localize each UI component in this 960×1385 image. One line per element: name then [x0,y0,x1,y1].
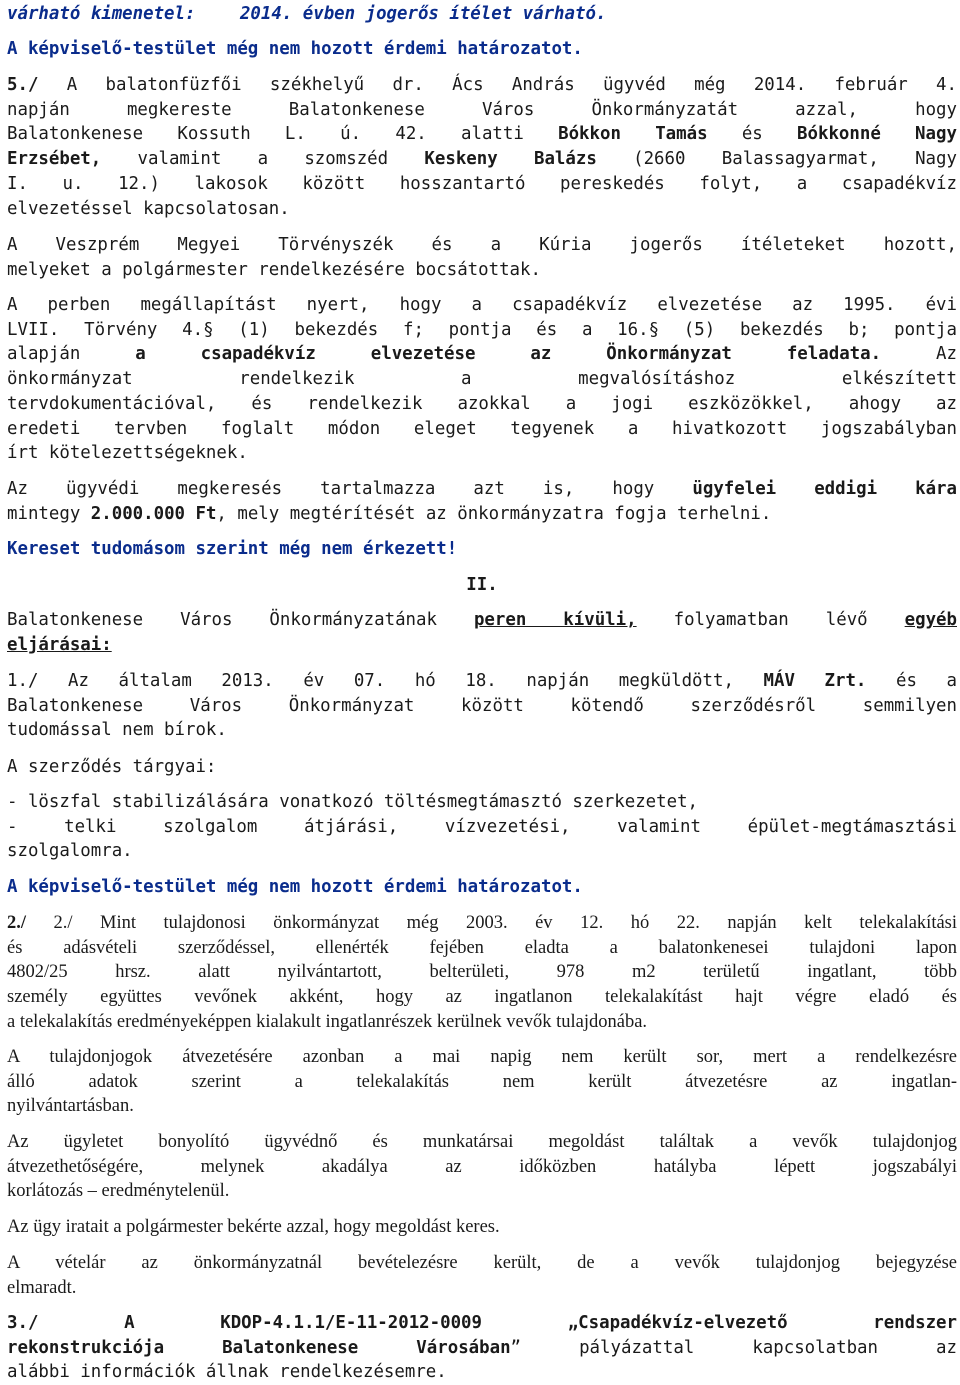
lawsuit-status: Kereset tudomásom szerint még nem érkezett! [7,539,458,559]
item-5-line: 5./ A balatonfüzfői székhelyű dr. Ács András ügyvéd még 2014. február 4. [7,75,957,95]
item-5-paragraph-4: Az ügyvédi megkeresés tartalmazza azt is, hogy ügyfelei eddigi kára mintegy 2.000.000 Ft, mely megtérítését az önkormányzatra fogja terhelni. [7,479,957,524]
expected-outcome [7,2,957,27]
item-5-line: I. u. 12.) lakosok között hosszantartó pereskedés folyt, a csapadékvíz [7,173,957,194]
expected-outcome-value: 2014. évben jogerős ítélet várható. [239,4,607,24]
section-heading: II. [466,575,498,595]
item-2-paragraph-5: A vételár az önkormányzatnál bevételezésre került, de a vevők tulajdonjog bejegyzése elmaradt. [7,1253,957,1298]
item-5-line: elvezetéssel kapcsolatosan. [7,198,290,219]
item-5-paragraph-3: A perben megállapítást nyert, hogy a csapadékvíz elvezetése az 1995. évi LVII. Törvény 4.§ (1) bekezdés f; pontja és a 16.§ (5) bekezdés b; pontja alapján a csapadékvíz elvezetése az Önkormányzat feladata. Az önkormányzat rendelkezik a megvalósításhoz elkészített tervdokumentációval, és rendelkezik azokkal a jogi eszközökkel, ahogy az eredeti tervben foglalt módon eleget tegyenek a hivatkozott jogszabályban írt kötelezettségeknek. [7,295,957,464]
item-5 [7,73,957,221]
list-item: - telki szolgalom átjárási, vízvezetési, valamint épület-megtámasztási [7,816,957,837]
item-2: 2./ 2./ Mint tulajdonosi önkormányzat még 2003. év 12. hó 22. napján kelt telekalakítási és adásvételi szerződéssel, ellenérték fejében eladta a balatonkenesei tulajdoni lapon 4802/25 hrsz. alatt nyilvántartott, belterületi, 978 m2 területű ingatlant, több személy együttes vevőnek akként, hogy az ingatlanon telekalakítást hajt végre eladó és a telekalakítás eredményeképpen kialakult ingatlanrészek kerülnek vevők tulajdonába. [7,913,958,1032]
list-item: szolgalomra. [7,841,133,862]
item-2-paragraph-4: Az ügy iratait a polgármester bekérte azzal, hogy megoldást keres. [7,1217,500,1237]
section-2-intro: Balatonkenese Város Önkormányzatának peren kívüli, folyamatban lévő egyéb eljárásai: [7,610,957,655]
contract-subjects-list [7,790,957,864]
item-5-number: 5./ [7,75,39,95]
contract-subjects-label: A szerződés tárgyai: [7,757,217,777]
list-item: - löszfal stabilizálására vonatkozó töltésmegtámasztó szerkezetet, [7,792,699,812]
item-1: 1./ Az általam 2013. év 07. hó 18. napján megküldött, MÁV Zrt. és a Balatonkenese Város Önkormányzat között kötendő szerződésről semmilyen tudomással nem bírok. [7,671,957,741]
item-5-paragraph-2: A Veszprém Megyei Törvényszék és a Kúria jogerős ítéleteket hozott, melyeket a polgármester rendelkezésére bocsátottak. [7,235,957,280]
item-5-line: Erzsébet, valamint a szomszéd Keskeny Balázs (2660 Balassagyarmat, Nagy [7,149,957,170]
board-status-2: A képviselő-testület még nem hozott érdemi határozatot. [7,877,583,897]
board-status-1: A képviselő-testület még nem hozott érdemi határozatot. [7,39,583,59]
item-3: 3./ A KDOP-4.1.1/E-11-2012-0009 „Csapadékvíz-elvezető rendszer rekonstrukciója Balatonkenese Városában” pályázattal kapcsolatban az alábbi információk állnak rendelkezésemre. [7,1313,957,1383]
item-5-line: Balatonkenese Kossuth L. ú. 42. alatti Bókkon Tamás és Bókkonné Nagy [7,124,957,145]
item-2-paragraph-2: A tulajdonjogok átvezetésére azonban a mai napig nem került sor, mert a rendelkezésre álló adatok szerint a telekalakítás nem került átvezetésre az ingatlan- nyilvántartásban. [7,1047,957,1117]
item-2-paragraph-3: Az ügyletet bonyolító ügyvédnő és munkatársai megoldást találtak a vevők tulajdonjog átvezethetőségére, melynek akadálya az időközben hatályba lépett jogszabályi korlátozás – eredménytelenül. [7,1132,957,1202]
expected-outcome-label: várható kimenetel: [7,4,196,24]
item-5-line: napján megkereste Balatonkenese Város Önkormányzatát azzal, hogy [7,99,957,120]
